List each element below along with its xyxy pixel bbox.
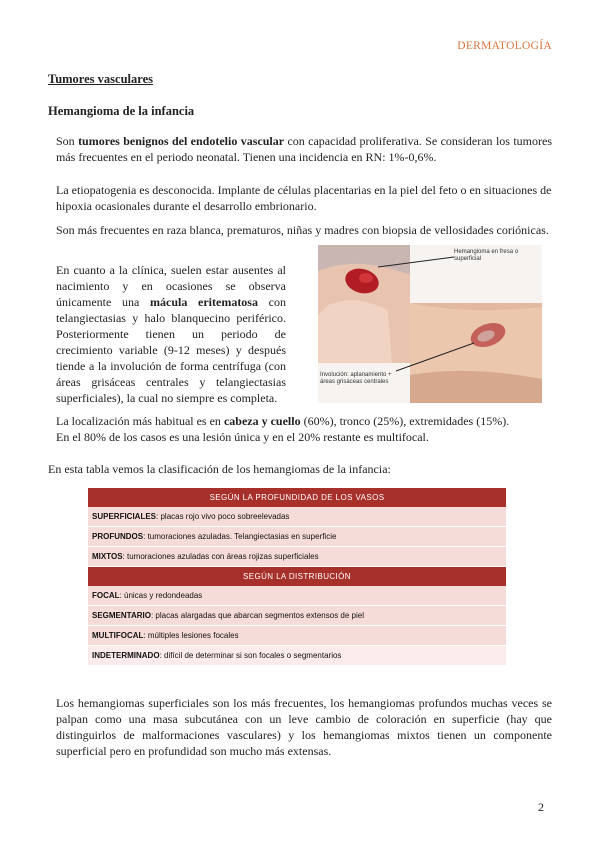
table-desc: : placas alargadas que abarcan segmentos extensos de piel <box>150 611 364 620</box>
table-term: SEGMENTARIO <box>92 611 151 620</box>
clinical-photo-figure <box>318 245 542 403</box>
paragraph-clinic <box>56 262 286 406</box>
bold-term: mácula eritematosa <box>150 295 258 309</box>
table-term: INDETERMINADO <box>92 651 160 660</box>
table-header-distribution: SEGÚN LA DISTRIBUCIÓN <box>88 567 506 586</box>
table-header-depth: SEGÚN LA PROFUNDIDAD DE LOS VASOS <box>88 488 506 507</box>
table-intro: En esta tabla vemos la clasificación de los hemangiomas de la infancia: <box>48 462 391 476</box>
classification-table <box>88 488 506 664</box>
bold-term: tumores benignos del endotelio vascular <box>78 134 285 148</box>
paragraph-etiology: La etiopatogenia es desconocida. Implante de células placentarias en la piel del feto o en situaciones de hipoxia ocasionales durante el desarrollo embrionario. <box>56 183 552 213</box>
text-span: con telangiectasias y halo blanquecino periférico. Posteriormente tienen un periodo de crecimiento variable (9-12 meses) y después tiende a la involución de forma centrífuga (con áreas grisáceas centrales y telangiectasias superficiales), la cual no siempre es completa. <box>56 295 286 405</box>
page-number: 2 <box>538 800 544 814</box>
table-desc: : tumoraciones azuladas. Telangiectasias en superficie <box>143 532 337 541</box>
figure-label-bottom: Involución: aplanamiento + áreas grisáceas centrales <box>320 372 392 385</box>
figure-label-top: Hemangioma en fresa o superficial <box>454 249 519 262</box>
table-desc: : únicas y redondeadas <box>119 591 203 600</box>
paragraph-epidemiology: Son más frecuentes en raza blanca, prematuros, niñas y madres con biopsia de vellosidades coriónicas. <box>56 223 549 237</box>
text-span: Son <box>56 134 79 148</box>
table-row <box>88 646 506 665</box>
subsection-title: Hemangioma de la infancia <box>48 104 195 118</box>
table-row <box>88 606 506 626</box>
table-term: PROFUNDOS <box>92 532 144 541</box>
table-row <box>88 527 506 547</box>
table-desc: : tumoraciones azuladas con áreas rojizas superficiales <box>122 552 319 561</box>
table-desc: : difícil de determinar si son focales o segmentarios <box>159 651 342 660</box>
text-span: (60%), tronco (25%), extremidades (15%). <box>300 414 510 428</box>
table-term: SUPERFICIALES <box>92 512 157 521</box>
table-term: MIXTOS <box>92 552 123 561</box>
table-row <box>88 507 506 527</box>
paragraph-location <box>56 413 552 445</box>
table-desc: : placas rojo vivo poco sobreelevadas <box>156 512 290 521</box>
text-span: con capacidad proliferativa. Se consideran los tumores más frecuentes en el periodo neonatal. Tienen una incidencia en RN: 1%-0,6%. <box>56 134 552 164</box>
bold-term: cabeza y cuello <box>223 414 301 428</box>
table-desc: : múltiples lesiones focales <box>143 631 239 640</box>
table-term: FOCAL <box>92 591 120 600</box>
table-row <box>88 547 506 567</box>
section-title: Tumores vasculares <box>48 72 153 86</box>
paragraph-definition <box>56 133 552 165</box>
text-span: En cuanto a la clínica, suelen estar ausentes al nacimiento y en ocasiones se observa únicamente una <box>56 263 286 309</box>
paragraph-summary: Los hemangiomas superficiales son los más frecuentes, los hemangiomas profundos muchas veces se palpan como una masa subcutánea con un leve cambio de coloración en superficie (hay que distinguirlos de malformaciones vasculares) y los hemangiomas mixtos tienen un componente superficial pero en profundidad son mucho más extensas. <box>56 696 552 758</box>
text-span: En el 80% de los casos es una lesión única y en el 20% restante es multifocal. <box>56 430 429 444</box>
text-span: La localización más habitual es en <box>56 414 224 428</box>
section-header: DERMATOLOGÍA <box>457 40 552 52</box>
table-term: MULTIFOCAL <box>92 631 144 640</box>
table-row <box>88 586 506 606</box>
table-row <box>88 626 506 646</box>
